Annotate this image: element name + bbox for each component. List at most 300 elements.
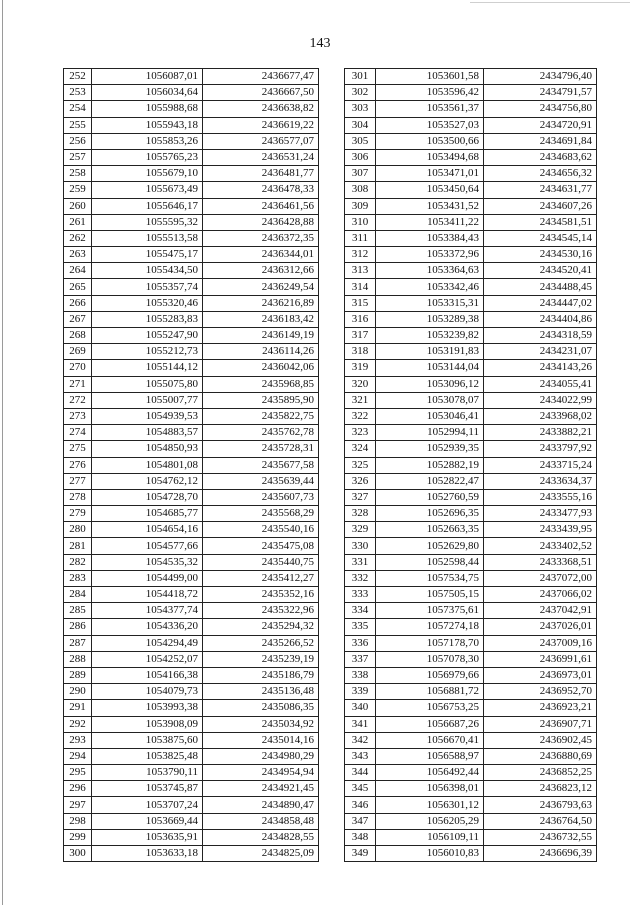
x-coordinate-cell: 1052939,35 xyxy=(376,441,484,457)
x-coordinate-cell: 1057178,70 xyxy=(376,635,484,651)
point-number-cell: 283 xyxy=(64,570,92,586)
point-number-cell: 284 xyxy=(64,587,92,603)
x-coordinate-cell: 1055513,58 xyxy=(92,230,203,246)
table-row xyxy=(64,797,319,813)
table-row xyxy=(345,149,597,165)
x-coordinate-cell: 1053500,66 xyxy=(376,133,484,149)
y-coordinate-cell: 2436852,25 xyxy=(484,765,597,781)
y-coordinate-cell: 2434143,26 xyxy=(484,360,597,376)
table-row xyxy=(345,813,597,829)
point-number-cell: 332 xyxy=(345,570,376,586)
y-coordinate-cell: 2435136,48 xyxy=(203,684,319,700)
table-row xyxy=(64,748,319,764)
point-number-cell: 256 xyxy=(64,133,92,149)
x-coordinate-cell: 1055679,10 xyxy=(92,166,203,182)
y-coordinate-cell: 2434921,45 xyxy=(203,781,319,797)
y-coordinate-cell: 2435034,92 xyxy=(203,716,319,732)
y-coordinate-cell: 2434055,41 xyxy=(484,376,597,392)
x-coordinate-cell: 1053633,18 xyxy=(92,846,203,862)
point-number-cell: 312 xyxy=(345,247,376,263)
point-number-cell: 270 xyxy=(64,360,92,376)
y-coordinate-cell: 2435352,16 xyxy=(203,587,319,603)
y-coordinate-cell: 2433555,16 xyxy=(484,489,597,505)
x-coordinate-cell: 1052882,19 xyxy=(376,457,484,473)
x-coordinate-cell: 1055007,77 xyxy=(92,392,203,408)
x-coordinate-cell: 1054166,38 xyxy=(92,667,203,683)
point-number-cell: 267 xyxy=(64,311,92,327)
x-coordinate-cell: 1053078,07 xyxy=(376,392,484,408)
x-coordinate-cell: 1054535,32 xyxy=(92,554,203,570)
x-coordinate-cell: 1052994,11 xyxy=(376,425,484,441)
y-coordinate-cell: 2434545,14 xyxy=(484,230,597,246)
table-row xyxy=(345,587,597,603)
x-coordinate-cell: 1053384,43 xyxy=(376,230,484,246)
table-row xyxy=(64,732,319,748)
point-number-cell: 258 xyxy=(64,166,92,182)
x-coordinate-cell: 1056010,83 xyxy=(376,846,484,862)
point-number-cell: 321 xyxy=(345,392,376,408)
y-coordinate-cell: 2433882,21 xyxy=(484,425,597,441)
table-row xyxy=(64,684,319,700)
table-row xyxy=(345,829,597,845)
table-row xyxy=(345,489,597,505)
y-coordinate-cell: 2435895,90 xyxy=(203,392,319,408)
y-coordinate-cell: 2436764,50 xyxy=(484,813,597,829)
point-number-cell: 340 xyxy=(345,700,376,716)
x-coordinate-cell: 1056109,11 xyxy=(376,829,484,845)
table-row xyxy=(345,247,597,263)
table-row xyxy=(345,182,597,198)
y-coordinate-cell: 2434980,29 xyxy=(203,748,319,764)
y-coordinate-cell: 2435266,52 xyxy=(203,635,319,651)
point-number-cell: 279 xyxy=(64,506,92,522)
y-coordinate-cell: 2434447,02 xyxy=(484,295,597,311)
x-coordinate-cell: 1053289,38 xyxy=(376,311,484,327)
x-coordinate-cell: 1054654,16 xyxy=(92,522,203,538)
point-number-cell: 315 xyxy=(345,295,376,311)
table-row xyxy=(64,376,319,392)
x-coordinate-cell: 1056205,29 xyxy=(376,813,484,829)
y-coordinate-cell: 2434828,55 xyxy=(203,829,319,845)
y-coordinate-cell: 2434825,09 xyxy=(203,846,319,862)
point-number-cell: 252 xyxy=(64,69,92,85)
table-row xyxy=(64,473,319,489)
y-coordinate-cell: 2434581,51 xyxy=(484,214,597,230)
table-row xyxy=(64,344,319,360)
y-coordinate-cell: 2434022,99 xyxy=(484,392,597,408)
x-coordinate-cell: 1057534,75 xyxy=(376,570,484,586)
y-coordinate-cell: 2435440,75 xyxy=(203,554,319,570)
y-coordinate-cell: 2436149,19 xyxy=(203,328,319,344)
y-coordinate-cell: 2435968,85 xyxy=(203,376,319,392)
x-coordinate-cell: 1053669,44 xyxy=(92,813,203,829)
x-coordinate-cell: 1053471,01 xyxy=(376,166,484,182)
table-row xyxy=(64,846,319,862)
table-row xyxy=(345,133,597,149)
x-coordinate-cell: 1054377,74 xyxy=(92,603,203,619)
y-coordinate-cell: 2434756,80 xyxy=(484,101,597,117)
x-coordinate-cell: 1052696,35 xyxy=(376,506,484,522)
point-number-cell: 333 xyxy=(345,587,376,603)
x-coordinate-cell: 1054685,77 xyxy=(92,506,203,522)
point-number-cell: 303 xyxy=(345,101,376,117)
point-number-cell: 348 xyxy=(345,829,376,845)
x-coordinate-cell: 1055357,74 xyxy=(92,279,203,295)
x-coordinate-cell: 1055853,26 xyxy=(92,133,203,149)
y-coordinate-cell: 2435607,73 xyxy=(203,489,319,505)
x-coordinate-cell: 1055943,18 xyxy=(92,117,203,133)
point-number-cell: 304 xyxy=(345,117,376,133)
table-row xyxy=(64,813,319,829)
point-number-cell: 335 xyxy=(345,619,376,635)
x-coordinate-cell: 1054728,70 xyxy=(92,489,203,505)
x-coordinate-cell: 1053315,31 xyxy=(376,295,484,311)
table-row xyxy=(345,408,597,424)
y-coordinate-cell: 2435294,32 xyxy=(203,619,319,635)
point-number-cell: 330 xyxy=(345,538,376,554)
table-row xyxy=(64,117,319,133)
point-number-cell: 296 xyxy=(64,781,92,797)
point-number-cell: 278 xyxy=(64,489,92,505)
table-row xyxy=(64,635,319,651)
y-coordinate-cell: 2436902,45 xyxy=(484,732,597,748)
x-coordinate-cell: 1054850,93 xyxy=(92,441,203,457)
point-number-cell: 347 xyxy=(345,813,376,829)
table-row xyxy=(345,295,597,311)
table-row xyxy=(345,797,597,813)
y-coordinate-cell: 2436461,56 xyxy=(203,198,319,214)
x-coordinate-cell: 1054801,08 xyxy=(92,457,203,473)
table-row xyxy=(345,101,597,117)
point-number-cell: 329 xyxy=(345,522,376,538)
y-coordinate-cell: 2433439,95 xyxy=(484,522,597,538)
table-row xyxy=(64,328,319,344)
x-coordinate-cell: 1053745,87 xyxy=(92,781,203,797)
point-number-cell: 308 xyxy=(345,182,376,198)
point-number-cell: 325 xyxy=(345,457,376,473)
x-coordinate-cell: 1053342,46 xyxy=(376,279,484,295)
table-row xyxy=(345,328,597,344)
y-coordinate-cell: 2436344,01 xyxy=(203,247,319,263)
y-coordinate-cell: 2433797,92 xyxy=(484,441,597,457)
y-coordinate-cell: 2436991,61 xyxy=(484,651,597,667)
table-row xyxy=(64,69,319,85)
x-coordinate-cell: 1053707,24 xyxy=(92,797,203,813)
x-coordinate-cell: 1054939,53 xyxy=(92,408,203,424)
y-coordinate-cell: 2436696,39 xyxy=(484,846,597,862)
scan-edge-line xyxy=(2,0,3,905)
y-coordinate-cell: 2435186,79 xyxy=(203,667,319,683)
point-number-cell: 289 xyxy=(64,667,92,683)
table-row xyxy=(64,133,319,149)
table-row xyxy=(345,732,597,748)
x-coordinate-cell: 1055247,90 xyxy=(92,328,203,344)
y-coordinate-cell: 2434791,57 xyxy=(484,85,597,101)
x-coordinate-cell: 1053635,91 xyxy=(92,829,203,845)
table-row xyxy=(345,198,597,214)
x-coordinate-cell: 1055144,12 xyxy=(92,360,203,376)
y-coordinate-cell: 2437072,00 xyxy=(484,570,597,586)
table-row xyxy=(345,748,597,764)
x-coordinate-cell: 1053596,42 xyxy=(376,85,484,101)
point-number-cell: 305 xyxy=(345,133,376,149)
y-coordinate-cell: 2433477,93 xyxy=(484,506,597,522)
x-coordinate-cell: 1053450,64 xyxy=(376,182,484,198)
y-coordinate-cell: 2435568,29 xyxy=(203,506,319,522)
y-coordinate-cell: 2436114,26 xyxy=(203,344,319,360)
y-coordinate-cell: 2436216,89 xyxy=(203,295,319,311)
x-coordinate-cell: 1054336,20 xyxy=(92,619,203,635)
point-number-cell: 301 xyxy=(345,69,376,85)
point-number-cell: 259 xyxy=(64,182,92,198)
y-coordinate-cell: 2433402,52 xyxy=(484,538,597,554)
point-number-cell: 338 xyxy=(345,667,376,683)
y-coordinate-cell: 2436732,55 xyxy=(484,829,597,845)
point-number-cell: 311 xyxy=(345,230,376,246)
point-number-cell: 299 xyxy=(64,829,92,845)
y-coordinate-cell: 2433968,02 xyxy=(484,408,597,424)
x-coordinate-cell: 1054079,73 xyxy=(92,684,203,700)
table-row xyxy=(64,149,319,165)
x-coordinate-cell: 1057078,30 xyxy=(376,651,484,667)
x-coordinate-cell: 1056034,64 xyxy=(92,85,203,101)
table-row xyxy=(345,376,597,392)
point-number-cell: 295 xyxy=(64,765,92,781)
y-coordinate-cell: 2437042,91 xyxy=(484,603,597,619)
y-coordinate-cell: 2437009,16 xyxy=(484,635,597,651)
point-number-cell: 328 xyxy=(345,506,376,522)
y-coordinate-cell: 2434796,40 xyxy=(484,69,597,85)
x-coordinate-cell: 1053239,82 xyxy=(376,328,484,344)
y-coordinate-cell: 2434683,62 xyxy=(484,149,597,165)
y-coordinate-cell: 2436793,63 xyxy=(484,797,597,813)
point-number-cell: 297 xyxy=(64,797,92,813)
x-coordinate-cell: 1055595,32 xyxy=(92,214,203,230)
point-number-cell: 344 xyxy=(345,765,376,781)
table-row xyxy=(64,360,319,376)
point-number-cell: 268 xyxy=(64,328,92,344)
y-coordinate-cell: 2435412,27 xyxy=(203,570,319,586)
x-coordinate-cell: 1053411,22 xyxy=(376,214,484,230)
table-row xyxy=(64,522,319,538)
table-row xyxy=(64,506,319,522)
table-row xyxy=(64,829,319,845)
table-row xyxy=(345,441,597,457)
point-number-cell: 307 xyxy=(345,166,376,182)
point-number-cell: 269 xyxy=(64,344,92,360)
x-coordinate-cell: 1053908,09 xyxy=(92,716,203,732)
x-coordinate-cell: 1054762,12 xyxy=(92,473,203,489)
x-coordinate-cell: 1055434,50 xyxy=(92,263,203,279)
x-coordinate-cell: 1056492,44 xyxy=(376,765,484,781)
x-coordinate-cell: 1056301,12 xyxy=(376,797,484,813)
y-coordinate-cell: 2435762,78 xyxy=(203,425,319,441)
x-coordinate-cell: 1053364,63 xyxy=(376,263,484,279)
point-number-cell: 322 xyxy=(345,408,376,424)
point-number-cell: 349 xyxy=(345,846,376,862)
y-coordinate-cell: 2434530,16 xyxy=(484,247,597,263)
table-row xyxy=(345,506,597,522)
x-coordinate-cell: 1053046,41 xyxy=(376,408,484,424)
table-row xyxy=(345,603,597,619)
table-row xyxy=(64,230,319,246)
table-row xyxy=(345,230,597,246)
x-coordinate-cell: 1054883,57 xyxy=(92,425,203,441)
point-number-cell: 313 xyxy=(345,263,376,279)
table-row xyxy=(64,425,319,441)
point-number-cell: 316 xyxy=(345,311,376,327)
y-coordinate-cell: 2436372,35 xyxy=(203,230,319,246)
y-coordinate-cell: 2437026,01 xyxy=(484,619,597,635)
point-number-cell: 339 xyxy=(345,684,376,700)
point-number-cell: 281 xyxy=(64,538,92,554)
y-coordinate-cell: 2435822,75 xyxy=(203,408,319,424)
table-row xyxy=(64,457,319,473)
point-number-cell: 318 xyxy=(345,344,376,360)
x-coordinate-cell: 1053601,58 xyxy=(376,69,484,85)
x-coordinate-cell: 1054577,66 xyxy=(92,538,203,554)
coordinates-table-left xyxy=(63,68,319,862)
point-number-cell: 287 xyxy=(64,635,92,651)
point-number-cell: 341 xyxy=(345,716,376,732)
coordinates-table-right xyxy=(344,68,597,862)
table-row xyxy=(345,635,597,651)
x-coordinate-cell: 1053527,03 xyxy=(376,117,484,133)
y-coordinate-cell: 2434656,32 xyxy=(484,166,597,182)
point-number-cell: 253 xyxy=(64,85,92,101)
x-coordinate-cell: 1056687,26 xyxy=(376,716,484,732)
x-coordinate-cell: 1056979,66 xyxy=(376,667,484,683)
table-row xyxy=(345,263,597,279)
y-coordinate-cell: 2435086,35 xyxy=(203,700,319,716)
y-coordinate-cell: 2435475,08 xyxy=(203,538,319,554)
point-number-cell: 336 xyxy=(345,635,376,651)
point-number-cell: 263 xyxy=(64,247,92,263)
table-row xyxy=(64,214,319,230)
point-number-cell: 290 xyxy=(64,684,92,700)
y-coordinate-cell: 2436619,22 xyxy=(203,117,319,133)
table-row xyxy=(64,554,319,570)
x-coordinate-cell: 1054499,00 xyxy=(92,570,203,586)
table-row xyxy=(64,489,319,505)
table-row xyxy=(64,570,319,586)
page-number: 143 xyxy=(309,36,331,51)
x-coordinate-cell: 1057375,61 xyxy=(376,603,484,619)
y-coordinate-cell: 2436638,82 xyxy=(203,101,319,117)
table-row xyxy=(345,554,597,570)
table-row xyxy=(345,700,597,716)
point-number-cell: 276 xyxy=(64,457,92,473)
point-number-cell: 282 xyxy=(64,554,92,570)
x-coordinate-cell: 1052760,59 xyxy=(376,489,484,505)
table-row xyxy=(64,166,319,182)
y-coordinate-cell: 2436042,06 xyxy=(203,360,319,376)
table-row xyxy=(64,587,319,603)
point-number-cell: 293 xyxy=(64,732,92,748)
table-row xyxy=(64,765,319,781)
table-row xyxy=(64,716,319,732)
y-coordinate-cell: 2435639,44 xyxy=(203,473,319,489)
x-coordinate-cell: 1056881,72 xyxy=(376,684,484,700)
table-row xyxy=(345,360,597,376)
point-number-cell: 254 xyxy=(64,101,92,117)
point-number-cell: 272 xyxy=(64,392,92,408)
point-number-cell: 285 xyxy=(64,603,92,619)
point-number-cell: 319 xyxy=(345,360,376,376)
table-row xyxy=(64,295,319,311)
table-row xyxy=(345,570,597,586)
table-row xyxy=(64,85,319,101)
point-number-cell: 342 xyxy=(345,732,376,748)
table-row xyxy=(64,700,319,716)
point-number-cell: 264 xyxy=(64,263,92,279)
point-number-cell: 262 xyxy=(64,230,92,246)
y-coordinate-cell: 2436973,01 xyxy=(484,667,597,683)
table-row xyxy=(345,344,597,360)
table-row xyxy=(64,651,319,667)
point-number-cell: 298 xyxy=(64,813,92,829)
x-coordinate-cell: 1053191,83 xyxy=(376,344,484,360)
x-coordinate-cell: 1055283,83 xyxy=(92,311,203,327)
table-row xyxy=(345,117,597,133)
x-coordinate-cell: 1054418,72 xyxy=(92,587,203,603)
y-coordinate-cell: 2437066,02 xyxy=(484,587,597,603)
table-row xyxy=(64,311,319,327)
point-number-cell: 334 xyxy=(345,603,376,619)
y-coordinate-cell: 2435239,19 xyxy=(203,651,319,667)
coordinates-table-left-body xyxy=(64,69,319,862)
x-coordinate-cell: 1053561,37 xyxy=(376,101,484,117)
table-row xyxy=(345,667,597,683)
table-row xyxy=(64,538,319,554)
point-number-cell: 273 xyxy=(64,408,92,424)
y-coordinate-cell: 2436907,71 xyxy=(484,716,597,732)
x-coordinate-cell: 1055212,73 xyxy=(92,344,203,360)
y-coordinate-cell: 2433368,51 xyxy=(484,554,597,570)
point-number-cell: 275 xyxy=(64,441,92,457)
x-coordinate-cell: 1052598,44 xyxy=(376,554,484,570)
point-number-cell: 306 xyxy=(345,149,376,165)
x-coordinate-cell: 1056588,97 xyxy=(376,748,484,764)
point-number-cell: 271 xyxy=(64,376,92,392)
y-coordinate-cell: 2436428,88 xyxy=(203,214,319,230)
x-coordinate-cell: 1055475,17 xyxy=(92,247,203,263)
y-coordinate-cell: 2436823,12 xyxy=(484,781,597,797)
x-coordinate-cell: 1053372,96 xyxy=(376,247,484,263)
y-coordinate-cell: 2433634,37 xyxy=(484,473,597,489)
y-coordinate-cell: 2436577,07 xyxy=(203,133,319,149)
point-number-cell: 261 xyxy=(64,214,92,230)
table-row xyxy=(345,846,597,862)
x-coordinate-cell: 1053993,38 xyxy=(92,700,203,716)
point-number-cell: 310 xyxy=(345,214,376,230)
y-coordinate-cell: 2435677,58 xyxy=(203,457,319,473)
table-row xyxy=(64,619,319,635)
point-number-cell: 274 xyxy=(64,425,92,441)
table-row xyxy=(64,263,319,279)
table-row xyxy=(64,667,319,683)
x-coordinate-cell: 1056753,25 xyxy=(376,700,484,716)
table-row xyxy=(345,311,597,327)
y-coordinate-cell: 2436952,70 xyxy=(484,684,597,700)
point-number-cell: 343 xyxy=(345,748,376,764)
coordinates-table-right-body xyxy=(345,69,597,862)
table-row xyxy=(345,85,597,101)
y-coordinate-cell: 2434607,26 xyxy=(484,198,597,214)
table-row xyxy=(64,279,319,295)
x-coordinate-cell: 1055673,49 xyxy=(92,182,203,198)
table-row xyxy=(64,247,319,263)
